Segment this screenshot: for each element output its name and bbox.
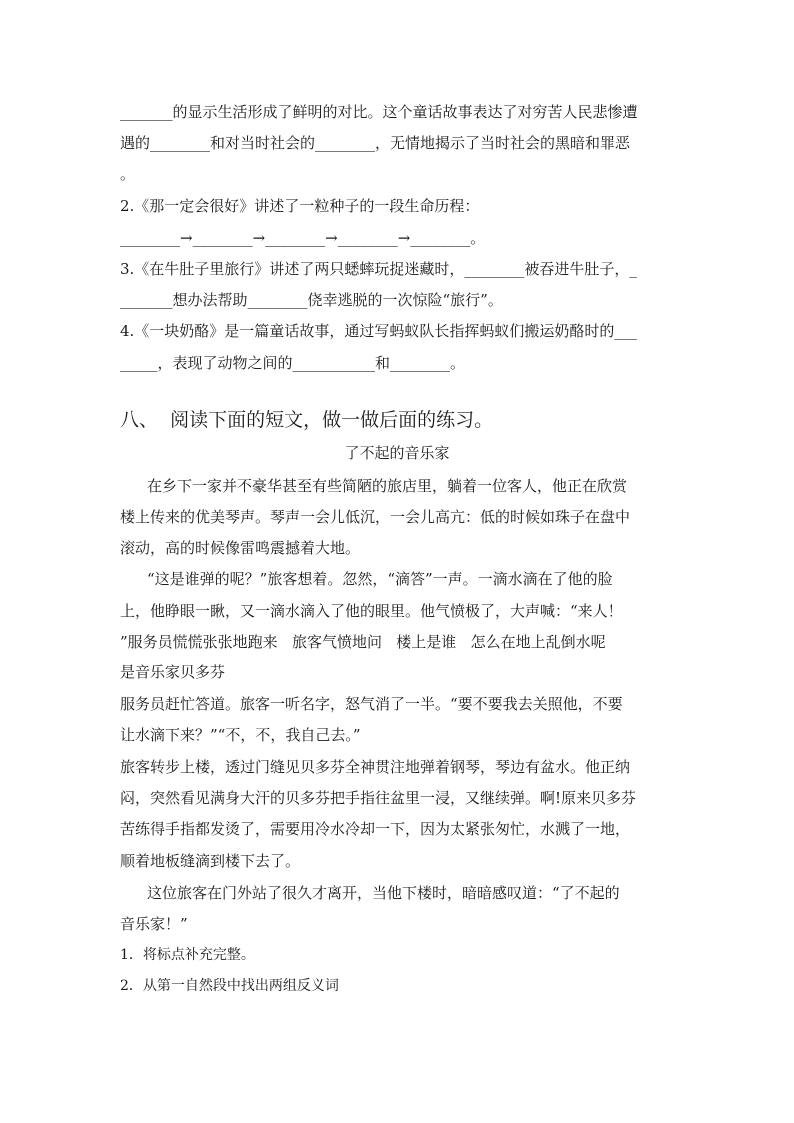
passage-line: 在乡下一家并不豪华甚至有些简陋的旅店里，躺着一位客人，他正在欣赏 <box>147 477 628 495</box>
text-line: 。 <box>120 165 136 183</box>
passage-line: 滚动，高的时候像雷鸣震撼着大地。 <box>120 539 361 557</box>
text-line: _______想办法帮助________侥幸逃脱的一次惊险“旅行”。 <box>120 291 503 309</box>
passage-line: 是音乐家贝多芬 <box>120 663 226 681</box>
passage-line: ”服务员慌慌张张地跑来 旅客气愤地问 楼上是谁 怎么在地上乱倒水呢 <box>120 633 606 651</box>
passage-line: 这位旅客在门外站了很久才离开，当他下楼时，暗暗感叹道：“了不起的 <box>147 884 620 902</box>
question-2: 2.《那一定会很好》讲述了一粒种子的一段生命历程： <box>120 197 480 215</box>
question-2-blanks: ________→________→________→________→________。 <box>120 229 486 247</box>
section-heading: 八、 阅读下面的短文，做一做后面的练习。 <box>120 409 494 431</box>
text-line: _____，表现了动物之间的___________和________。 <box>120 354 466 372</box>
passage-line: 楼上传来的优美琴声。琴声一会儿低沉，一会儿高亢：低的时候如珠子在盘中 <box>120 508 631 526</box>
passage-line: 顺着地板缝滴到楼下去了。 <box>120 852 301 870</box>
exercise-1: 1．将标点补充完整。 <box>120 947 255 963</box>
passage-line: “这是谁弹的呢？”旅客想着。忽然，“滴答”一声。一滴水滴在了他的脸 <box>147 570 613 588</box>
text-line: _______的显示生活形成了鲜明的对比。这个童话故事表达了对穷苦人民悲惨遭 <box>120 103 638 121</box>
passage-title: 了不起的音乐家 <box>344 444 450 462</box>
text-line: 遇的________和对当时社会的________，无情地揭示了当时社会的黑暗和罪恶 <box>120 134 631 152</box>
passage-line: 闷，突然看见满身大汗的贝多芬把手指往盆里一浸，又继续弹。啊!原来贝多芬 <box>120 789 637 807</box>
passage-line: 旅客转步上楼，透过门缝见贝多芬全神贯注地弹着钢琴，琴边有盆水。他正纳 <box>120 758 631 776</box>
passage-line: 上，他睁眼一瞅，又一滴水滴入了他的眼里。他气愤极了，大声喊：“来人！ <box>120 602 623 620</box>
passage-line: 苦练得手指都发烫了，需要用冷水冷却一下，因为太紧张匆忙，水溅了一地， <box>120 820 631 838</box>
question-4: 4.《一块奶酪》是一篇童话故事，通过写蚂蚁队长指挥蚂蚁们搬运奶酪时的___ <box>120 322 637 340</box>
passage-line: 让水滴下来？”“不，不，我自己去。” <box>120 726 361 744</box>
passage-line: 音乐家！” <box>120 915 188 933</box>
passage-line: 服务员赶忙答道。旅客一听名字，怒气消了一半。“要不要我去关照他，不要 <box>120 695 623 713</box>
exercise-2: 2．从第一自然段中找出两组反义词 <box>120 978 339 994</box>
question-3: 3.《在牛肚子里旅行》讲述了两只蟋蟀玩捉迷藏时，________被吞进牛肚子，_ <box>120 260 637 278</box>
